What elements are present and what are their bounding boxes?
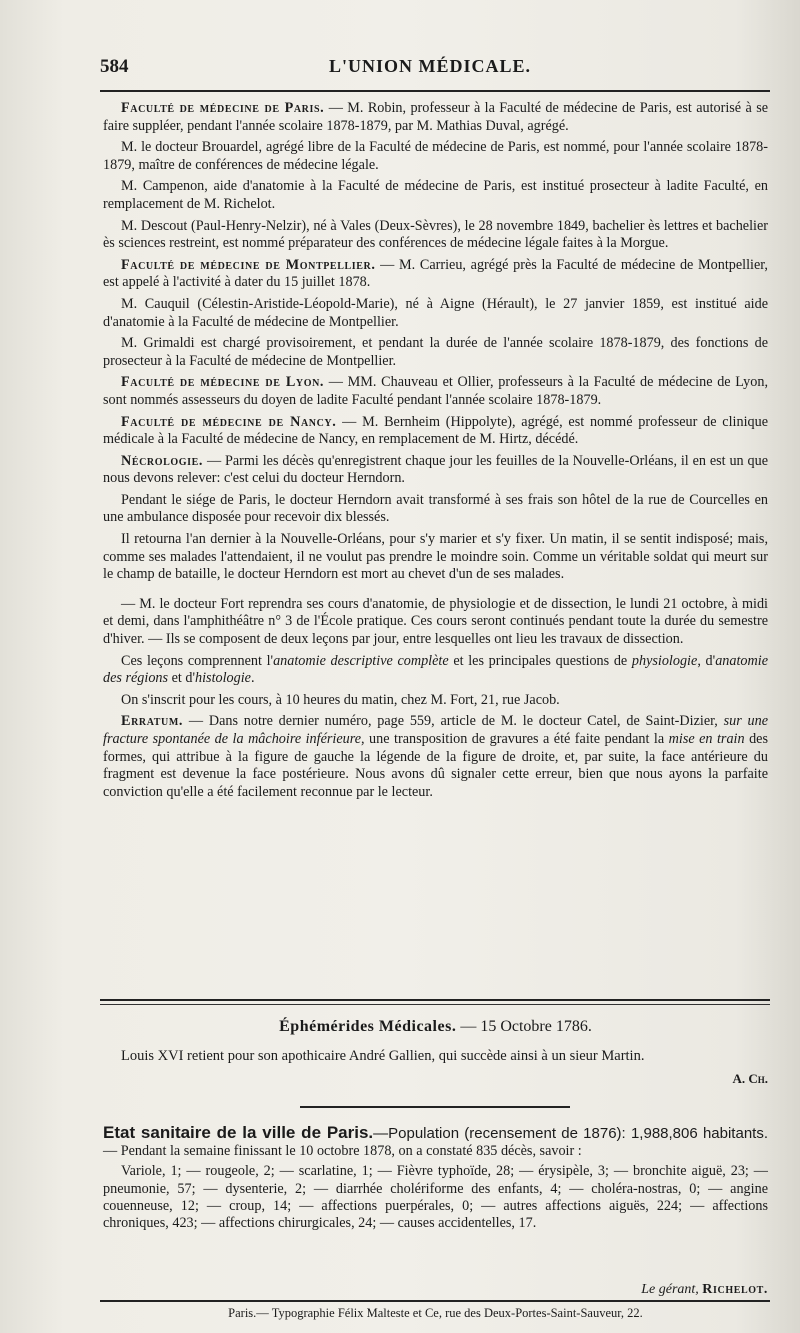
section-heading: Faculté de médecine de Nancy.	[121, 413, 337, 430]
paragraph: Faculté de médecine de Lyon. — MM. Chauveau et Ollier, professeurs à la Faculté de médecine de Lyon, sont nommés assesseurs du doyen de ladite Faculté pendant l'année scolaire 1878-1879.	[103, 374, 768, 408]
section-rule	[100, 999, 770, 1001]
section-rule	[100, 1004, 770, 1005]
journal-title: L'UNION MÉDICALE.	[328, 56, 532, 76]
ephemerides-signature: A. Ch.	[732, 1071, 768, 1086]
section-rule	[300, 1106, 570, 1108]
paragraph: Etat sanitaire de la ville de Paris.—Population (recensement de 1876): 1,988,806 habitants. — Pendant la semaine finissant le 10 octobre 1878, on a constaté 835 décès, savoir :	[103, 1123, 768, 1160]
paragraph: Variole, 1; — rougeole, 2; — scarlatine, 1; — Fièvre typhoïde, 28; — érysipèle, 3; — bronchite aiguë, 23; — pneumonie, 57; — dysenterie, 2; — diarrhée cholériforme des enfants, 4; — choléra-nostras, 0; — angine couenneuse, 12; — croup, 14; — affections puerpérales, 0; — autres affections aiguës, 224; — affections chroniques, 423; — affections chirurgicales, 24; — causes accidentelles, 17.	[103, 1163, 768, 1232]
paragraph: Pendant le siége de Paris, le docteur Herndorn avait transformé à ses frais son hôtel de la rue de Courcelles en une ambulance disposée pour recevoir dix blessés.	[103, 491, 768, 526]
sanitaire-title: Etat sanitaire de la ville de Paris.	[103, 1123, 374, 1142]
paragraph: Ces leçons comprennent l'anatomie descriptive complète et les principales questions de physiologie, d'anatomie des régions et d'histologie.	[103, 652, 768, 687]
paragraph: Erratum. — Dans notre dernier numéro, page 559, article de M. le docteur Catel, de Saint-Dizier, sur une fracture spontanée de la mâchoire inférieure, une transposition de gravures a été faite pendant la mise en train des formes, qui attribue à la figure de gauche la légende de la figure de droite, et, par suite, la face antérieure du fragment est devenue la face postérieure. Nous avons dû signaler cette erreur, bien que nous ayons la parfaite conviction qu'elle a été facilement reconnue par le lecteur.	[103, 713, 769, 800]
paragraph: M. Grimaldi est chargé provisoirement, et pendant la durée de l'année scolaire 1878-1879, des fonctions de prosecteur à la Faculté de médecine de Montpellier.	[103, 335, 768, 369]
header-rule	[100, 90, 770, 92]
paragraph: Nécrologie. — Parmi les décès qu'enregistrent chaque jour les feuilles de la Nouvelle-Orléans, il en est un que nous devons relever: c'est celui du docteur Herndorn.	[103, 452, 768, 487]
paragraph: Faculté de médecine de Montpellier. — M. Carrieu, agrégé près la Faculté de médecine de Montpellier, est appelé à l'activité à dater du 15 juillet 1878.	[103, 256, 768, 291]
ephemerides-section	[103, 1018, 768, 1087]
paragraph: M. Cauquil (Célestin-Aristide-Léopold-Marie), né à Aigne (Hérault), le 27 janvier 1859, est institué aide d'anatomie à la Faculté de médecine de Montpellier.	[103, 295, 768, 330]
paragraph: Faculté de médecine de Paris. — M. Robin, professeur à la Faculté de médecine de Paris, est autorisé à se faire suppléer, pendant l'année scolaire 1878-1879, par M. Mathias Duval, agrégé.	[103, 100, 769, 134]
paragraph: Il retourna l'an dernier à la Nouvelle-Orléans, pour s'y marier et s'y fixer. Un matin, il se sentit indisposé; mais, comme ses malades l'attendaient, il ne voulut pas prendre le moindre soin. Comme un véritable soldat qui meurt sur le champ de bataille, le docteur Herndorn est mort au chevet d'un de ses malades.	[103, 531, 768, 583]
section-heading: Faculté de médecine de Lyon.	[121, 374, 325, 391]
news-column	[103, 100, 768, 805]
paragraph: M. le docteur Brouardel, agrégé libre de la Faculté de médecine de Paris, est nommé, pour l'année scolaire 1878-1879, maître de conférences de médecine légale.	[103, 139, 768, 173]
paragraph: On s'inscrit pour les cours, à 10 heures du matin, chez M. Fort, 21, rue Jacob.	[121, 691, 560, 708]
page-header	[100, 56, 760, 86]
ephemerides-text: Louis XVI retient pour son apothicaire André Gallien, qui succède ainsi à un sieur Martin.	[121, 1048, 645, 1064]
section-heading: Faculté de médecine de Paris.	[121, 100, 325, 116]
page-number: 584	[100, 56, 129, 77]
section-heading: Erratum.	[121, 713, 184, 730]
paragraph: Faculté de médecine de Nancy. — M. Bernheim (Hippolyte), agrégé, est nommé professeur de clinique médicale à la Faculté de médecine de Nancy, en remplacement de M. Hirtz, décédé.	[103, 413, 769, 448]
paragraph: — M. le docteur Fort reprendra ses cours d'anatomie, de physiologie et de dissection, le lundi 21 octobre, à midi et demi, dans l'amphithéâtre n° 3 de l'École pratique. Ces cours seront continués pendant toute la durée du semestre d'hiver. — Ils se composent de deux leçons par jour, entre lesquelles ont lieu les travaux de dissection.	[103, 595, 768, 648]
section-heading: Faculté de médecine de Montpellier.	[121, 256, 376, 273]
section-heading: Nécrologie.	[121, 452, 204, 469]
sanitaire-section	[103, 1124, 768, 1235]
paragraph: M. Descout (Paul-Henry-Nelzir), né à Vales (Deux-Sèvres), le 28 novembre 1849, bachelier ès lettres et bachelier ès sciences restreint, est nommé préparateur des conférences de médecine légale faites à la Morgue.	[103, 217, 768, 252]
gerant-line: Le gérant, Richelot.	[641, 1282, 768, 1297]
paragraph: M. Campenon, aide d'anatomie à la Faculté de médecine de Paris, est institué prosecteur à ladite Faculté, en remplacement de M. Richelot.	[103, 178, 768, 212]
ephemerides-title: Éphémérides Médicales. — 15 Octobre 1786.	[279, 1018, 592, 1035]
footer-rule	[100, 1300, 770, 1302]
printer-line: Paris.— Typographie Félix Malteste et Ce, rue des Deux-Portes-Saint-Sauveur, 22.	[228, 1306, 643, 1320]
